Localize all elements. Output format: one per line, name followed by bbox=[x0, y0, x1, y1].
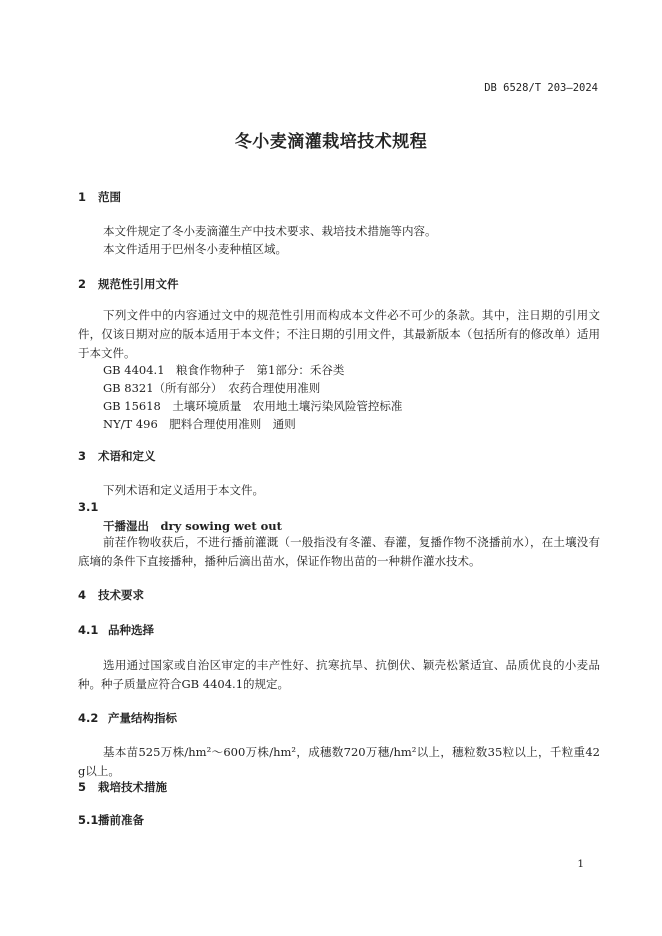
subsection-number: 4.2 bbox=[78, 711, 99, 725]
section-1-heading bbox=[78, 189, 121, 205]
subsection-5-1-heading bbox=[78, 812, 144, 828]
document-code: DB 6528/T 203—2024 bbox=[484, 82, 598, 94]
section-title: 技术要求 bbox=[98, 588, 144, 602]
document-title: 冬小麦滴灌栽培技术规程 bbox=[234, 132, 428, 152]
term-en: dry sowing wet out bbox=[160, 519, 282, 533]
section-number: 5 bbox=[78, 780, 87, 794]
section-4-heading bbox=[78, 587, 144, 603]
section-5-heading bbox=[78, 779, 167, 795]
subsection-number: 5.1 bbox=[78, 813, 99, 827]
term-definition: 前茬作物收获后，不进行播前灌溉（一般指没有冬灌、春灌，复播作物不浇播前水），在土壤没有底墒的条件下直接播种，播种后滴出苗水，保证作物出苗的一种耕作灌水技术。 bbox=[78, 535, 600, 568]
section-title: 范围 bbox=[98, 190, 121, 204]
terms-intro: 下列术语和定义适用于本文件。 bbox=[103, 483, 264, 497]
reference-item: GB 4404.1 粮食作物种子 第1部分：禾谷类 bbox=[103, 363, 345, 377]
references-intro: 下列文件中的内容通过文中的规范性引用而构成本文件必不可少的条款。其中，注日期的引用文件，仅该日期对应的版本适用于本文件；不注日期的引用文件，其最新版本（包括所有的修改单）适用于本文件。 bbox=[78, 308, 600, 360]
section-3-heading bbox=[78, 448, 156, 464]
section-2-heading bbox=[78, 276, 179, 292]
page-number: 1 bbox=[577, 858, 584, 870]
reference-item: GB 8321（所有部分） 农药合理使用准则 bbox=[103, 381, 321, 395]
section-number: 1 bbox=[78, 190, 87, 204]
scope-paragraph-2: 本文件适用于巴州冬小麦种植区域。 bbox=[103, 242, 287, 256]
section-title: 术语和定义 bbox=[98, 449, 156, 463]
section-title: 规范性引用文件 bbox=[98, 277, 179, 291]
term-zh: 干播湿出 bbox=[103, 519, 149, 533]
section-title: 栽培技术措施 bbox=[98, 780, 167, 794]
yield-structure-text: 基本苗525万株/hm²～600万株/hm²，成穗数720万穗/hm²以上，穗粒数35粒以上，千粒重42 g以上。 bbox=[78, 745, 600, 778]
subsection-4-1-heading bbox=[78, 622, 154, 638]
section-number: 4 bbox=[78, 588, 87, 602]
reference-item: NY/T 496 肥料合理使用准则 通则 bbox=[103, 417, 296, 431]
subsection-4-2-heading bbox=[78, 710, 177, 726]
term-number: 3.1 bbox=[78, 500, 99, 514]
subsection-title: 品种选择 bbox=[108, 623, 154, 637]
subsection-number: 4.1 bbox=[78, 623, 99, 637]
section-number: 3 bbox=[78, 449, 87, 463]
section-number: 2 bbox=[78, 277, 87, 291]
subsection-title: 产量结构指标 bbox=[108, 711, 177, 725]
variety-selection-text: 选用通过国家或自治区审定的丰产性好、抗寒抗旱、抗倒伏、颖壳松紧适宜、品质优良的小麦品种。种子质量应符合GB 4404.1的规定。 bbox=[78, 658, 600, 691]
subsection-title: 播前准备 bbox=[98, 813, 144, 827]
reference-item: GB 15618 土壤环境质量 农用地土壤污染风险管控标准 bbox=[103, 399, 403, 413]
scope-paragraph-1: 本文件规定了冬小麦滴灌生产中技术要求、栽培技术措施等内容。 bbox=[103, 224, 437, 238]
